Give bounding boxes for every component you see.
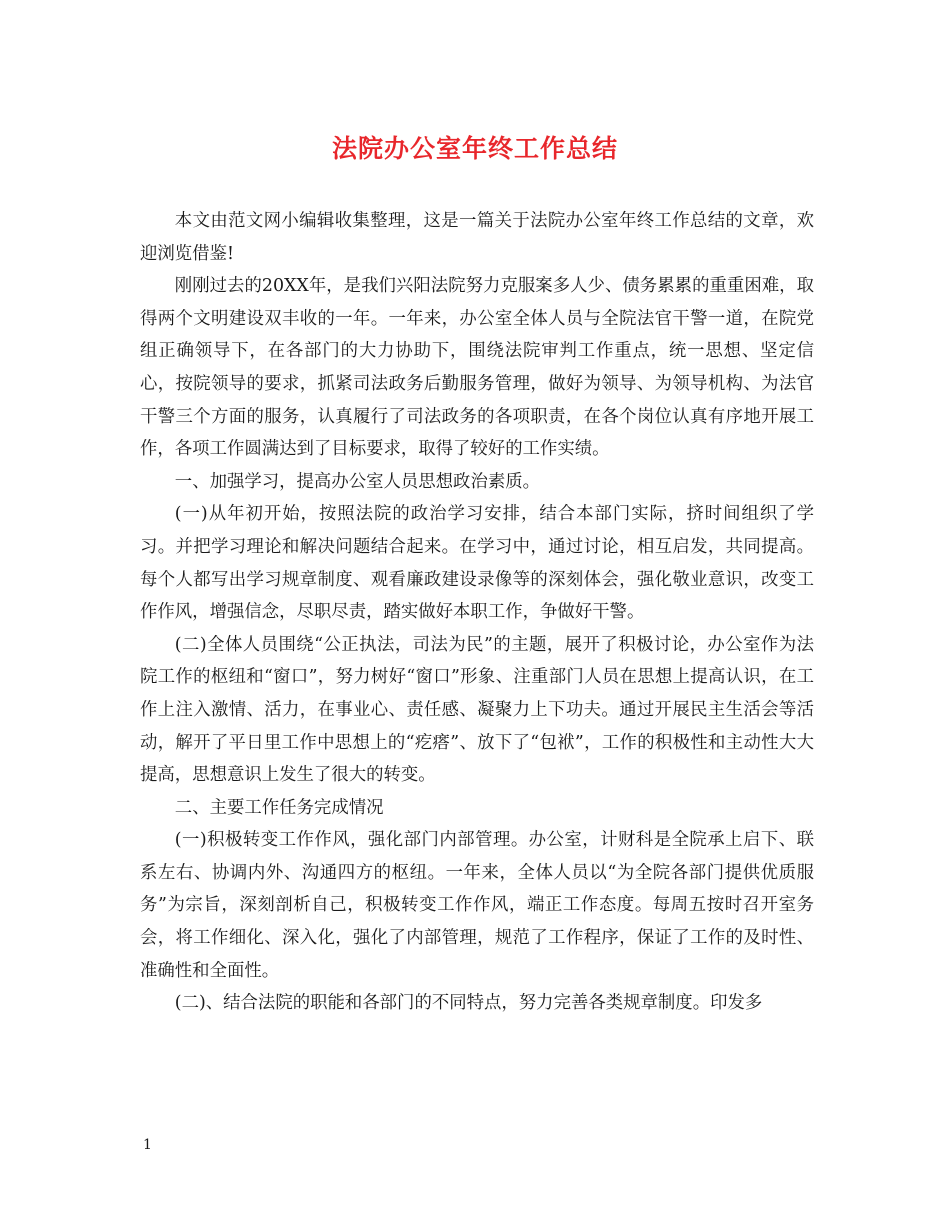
page-number: 1	[143, 1137, 152, 1153]
section-heading-1: 一、加强学习，提高办公室人员思想政治素质。	[174, 471, 541, 492]
document-title: 法院办公室年终工作总结	[331, 134, 618, 163]
paragraph-2-1: (一)积极转变工作作风，强化部门内部管理。办公室，计财科是全院承上启下、联系左右、协调内外、沟通四方的枢纽。一年来，全体人员以“为全院各部门提供优质服务”为宗旨，深刻剖析自己，积极转变工作作风，端正工作态度。每周五按时召开室务会，将工作细化、深入化，强化了内部管理，规范了工作程序，保证了工作的及时性、准确性和全面性。	[140, 830, 814, 981]
document-body	[140, 205, 814, 1020]
paragraph-1-1: (一)从年初开始，按照法院的政治学习安排，结合本部门实际，挤时间组织了学习。并把学习理论和解决问题结合起来。在学习中，通过讨论，相互启发，共同提高。每个人都写出学习规章制度、观看廉政建设录像等的深刻体会，强化敬业意识，改变工作作风，增强信念，尽职尽责，踏实做好本职工作，争做好干警。	[140, 504, 814, 623]
paragraph-intro: 本文由范文网小编辑收集整理，这是一篇关于法院办公室年终工作总结的文章，欢迎浏览借鉴!	[140, 211, 814, 264]
paragraph-1-2: (二)全体人员围绕“公正执法，司法为民”的主题，展开了积极讨论，办公室作为法院工作的枢纽和“窗口”，努力树好“窗口”形象、注重部门人员在思想上提高认识，在工作上注入激情、活力，在事业心、责任感、凝聚力上下功夫。通过开展民主生活会等活动，解开了平日里工作中思想上的“疙瘩”、放下了“包袱”，工作的积极性和主动性大大提高，思想意识上发生了很大的转变。	[140, 634, 814, 786]
section-heading-2: 二、主要工作任务完成情况	[174, 797, 384, 818]
paragraph-overview: 刚刚过去的20XX年，是我们兴阳法院努力克服案多人少、债务累累的重重困难，取得两个文明建设双丰收的一年。一年来，办公室全体人员与全院法官干警一道，在院党组正确领导下，在各部门的大力协助下，围绕法院审判工作重点，统一思想、坚定信心，按院领导的要求，抓紧司法政务后勤服务管理，做好为领导、为领导机构、为法官干警三个方面的服务，认真履行了司法政务的各项职责，在各个岗位认真有序地开展工作，各项工作圆满达到了目标要求，取得了较好的工作实绩。	[140, 276, 814, 460]
paragraph-2-2: (二)、结合法院的职能和各部门的不同特点，努力完善各类规章制度。印发多	[174, 993, 763, 1014]
